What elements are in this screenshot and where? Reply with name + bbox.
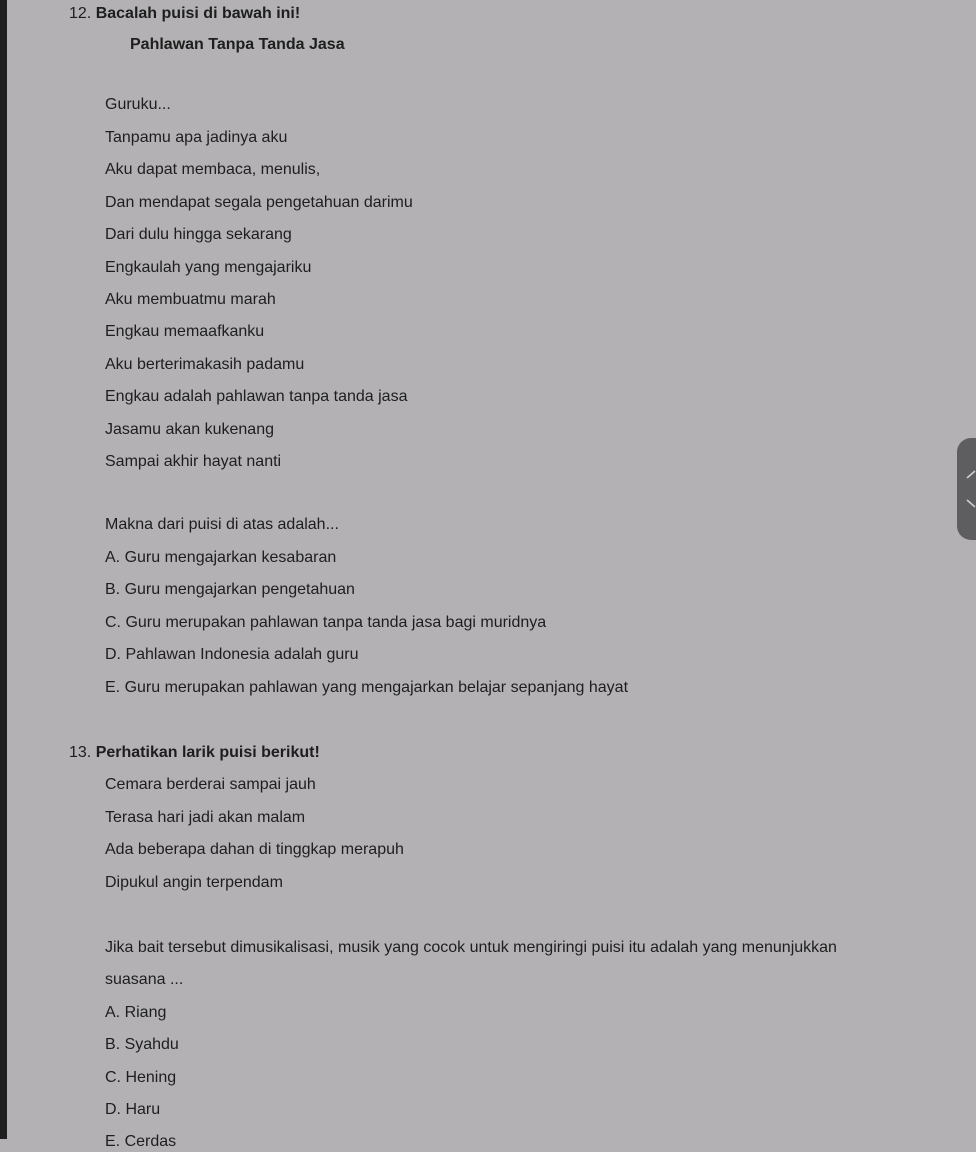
answer-option-c[interactable]: C. Hening [105, 1069, 177, 1086]
poem-line: Aku berterimakasih padamu [105, 356, 305, 373]
poem-line: Engkaulah yang mengajariku [105, 259, 312, 276]
poem-line: Dari dulu hingga sekarang [105, 226, 292, 243]
poem-line: Tanpamu apa jadinya aku [105, 129, 288, 146]
question-number: 12. [69, 5, 92, 22]
answer-option-b[interactable]: B. Syahdu [105, 1036, 179, 1053]
poem-line: Dan mendapat segala pengetahuan darimu [105, 194, 413, 211]
answer-option-c[interactable]: C. Guru merupakan pahlawan tanpa tanda jasa bagi muridnya [105, 614, 547, 631]
answer-option-e[interactable]: E. Guru merupakan pahlawan yang mengajarkan belajar sepanjang hayat [105, 679, 629, 696]
question-prompt-cont: suasana ... [105, 971, 184, 988]
left-edge-bar [0, 0, 7, 1139]
scroll-nav-pill[interactable] [957, 438, 976, 540]
question-instruction: Bacalah puisi di bawah ini! [95, 5, 301, 22]
poem-line: Ada beberapa dahan di tinggkap merapuh [105, 841, 404, 858]
question-instruction: Perhatikan larik puisi berikut! [95, 744, 320, 761]
answer-option-d[interactable]: D. Haru [105, 1101, 161, 1118]
poem-line: Guruku... [105, 96, 171, 113]
poem-line: Sampai akhir hayat nanti [105, 453, 282, 470]
answer-option-d[interactable]: D. Pahlawan Indonesia adalah guru [105, 646, 359, 663]
question-13-header [69, 743, 320, 763]
question-prompt: Makna dari puisi di atas adalah... [105, 516, 339, 533]
poem-line: Dipukul angin terpendam [105, 874, 283, 891]
poem-line: Engkau memaafkanku [105, 323, 265, 340]
poem-line: Cemara berderai sampai jauh [105, 776, 316, 793]
poem-line: Aku dapat membaca, menulis, [105, 161, 321, 178]
answer-option-a[interactable]: A. Guru mengajarkan kesabaran [105, 549, 337, 566]
chevron-down-icon[interactable] [965, 498, 976, 510]
chevron-up-icon[interactable] [965, 468, 976, 480]
poem-line: Terasa hari jadi akan malam [105, 809, 306, 826]
poem-line: Engkau adalah pahlawan tanpa tanda jasa [105, 388, 408, 405]
question-prompt: Jika bait tersebut dimusikalisasi, musik yang cocok untuk mengiringi puisi itu adalah yang menunjukkan [105, 939, 837, 956]
answer-option-b[interactable]: B. Guru mengajarkan pengetahuan [105, 581, 355, 598]
poem-line: Jasamu akan kukenang [105, 421, 274, 438]
answer-option-a[interactable]: A. Riang [105, 1004, 167, 1021]
answer-option-e[interactable]: E. Cerdas [105, 1133, 177, 1150]
poem-line: Aku membuatmu marah [105, 291, 276, 308]
question-number: 13. [69, 744, 92, 761]
poem-title: Pahlawan Tanpa Tanda Jasa [130, 36, 345, 53]
question-12-header [69, 4, 300, 24]
